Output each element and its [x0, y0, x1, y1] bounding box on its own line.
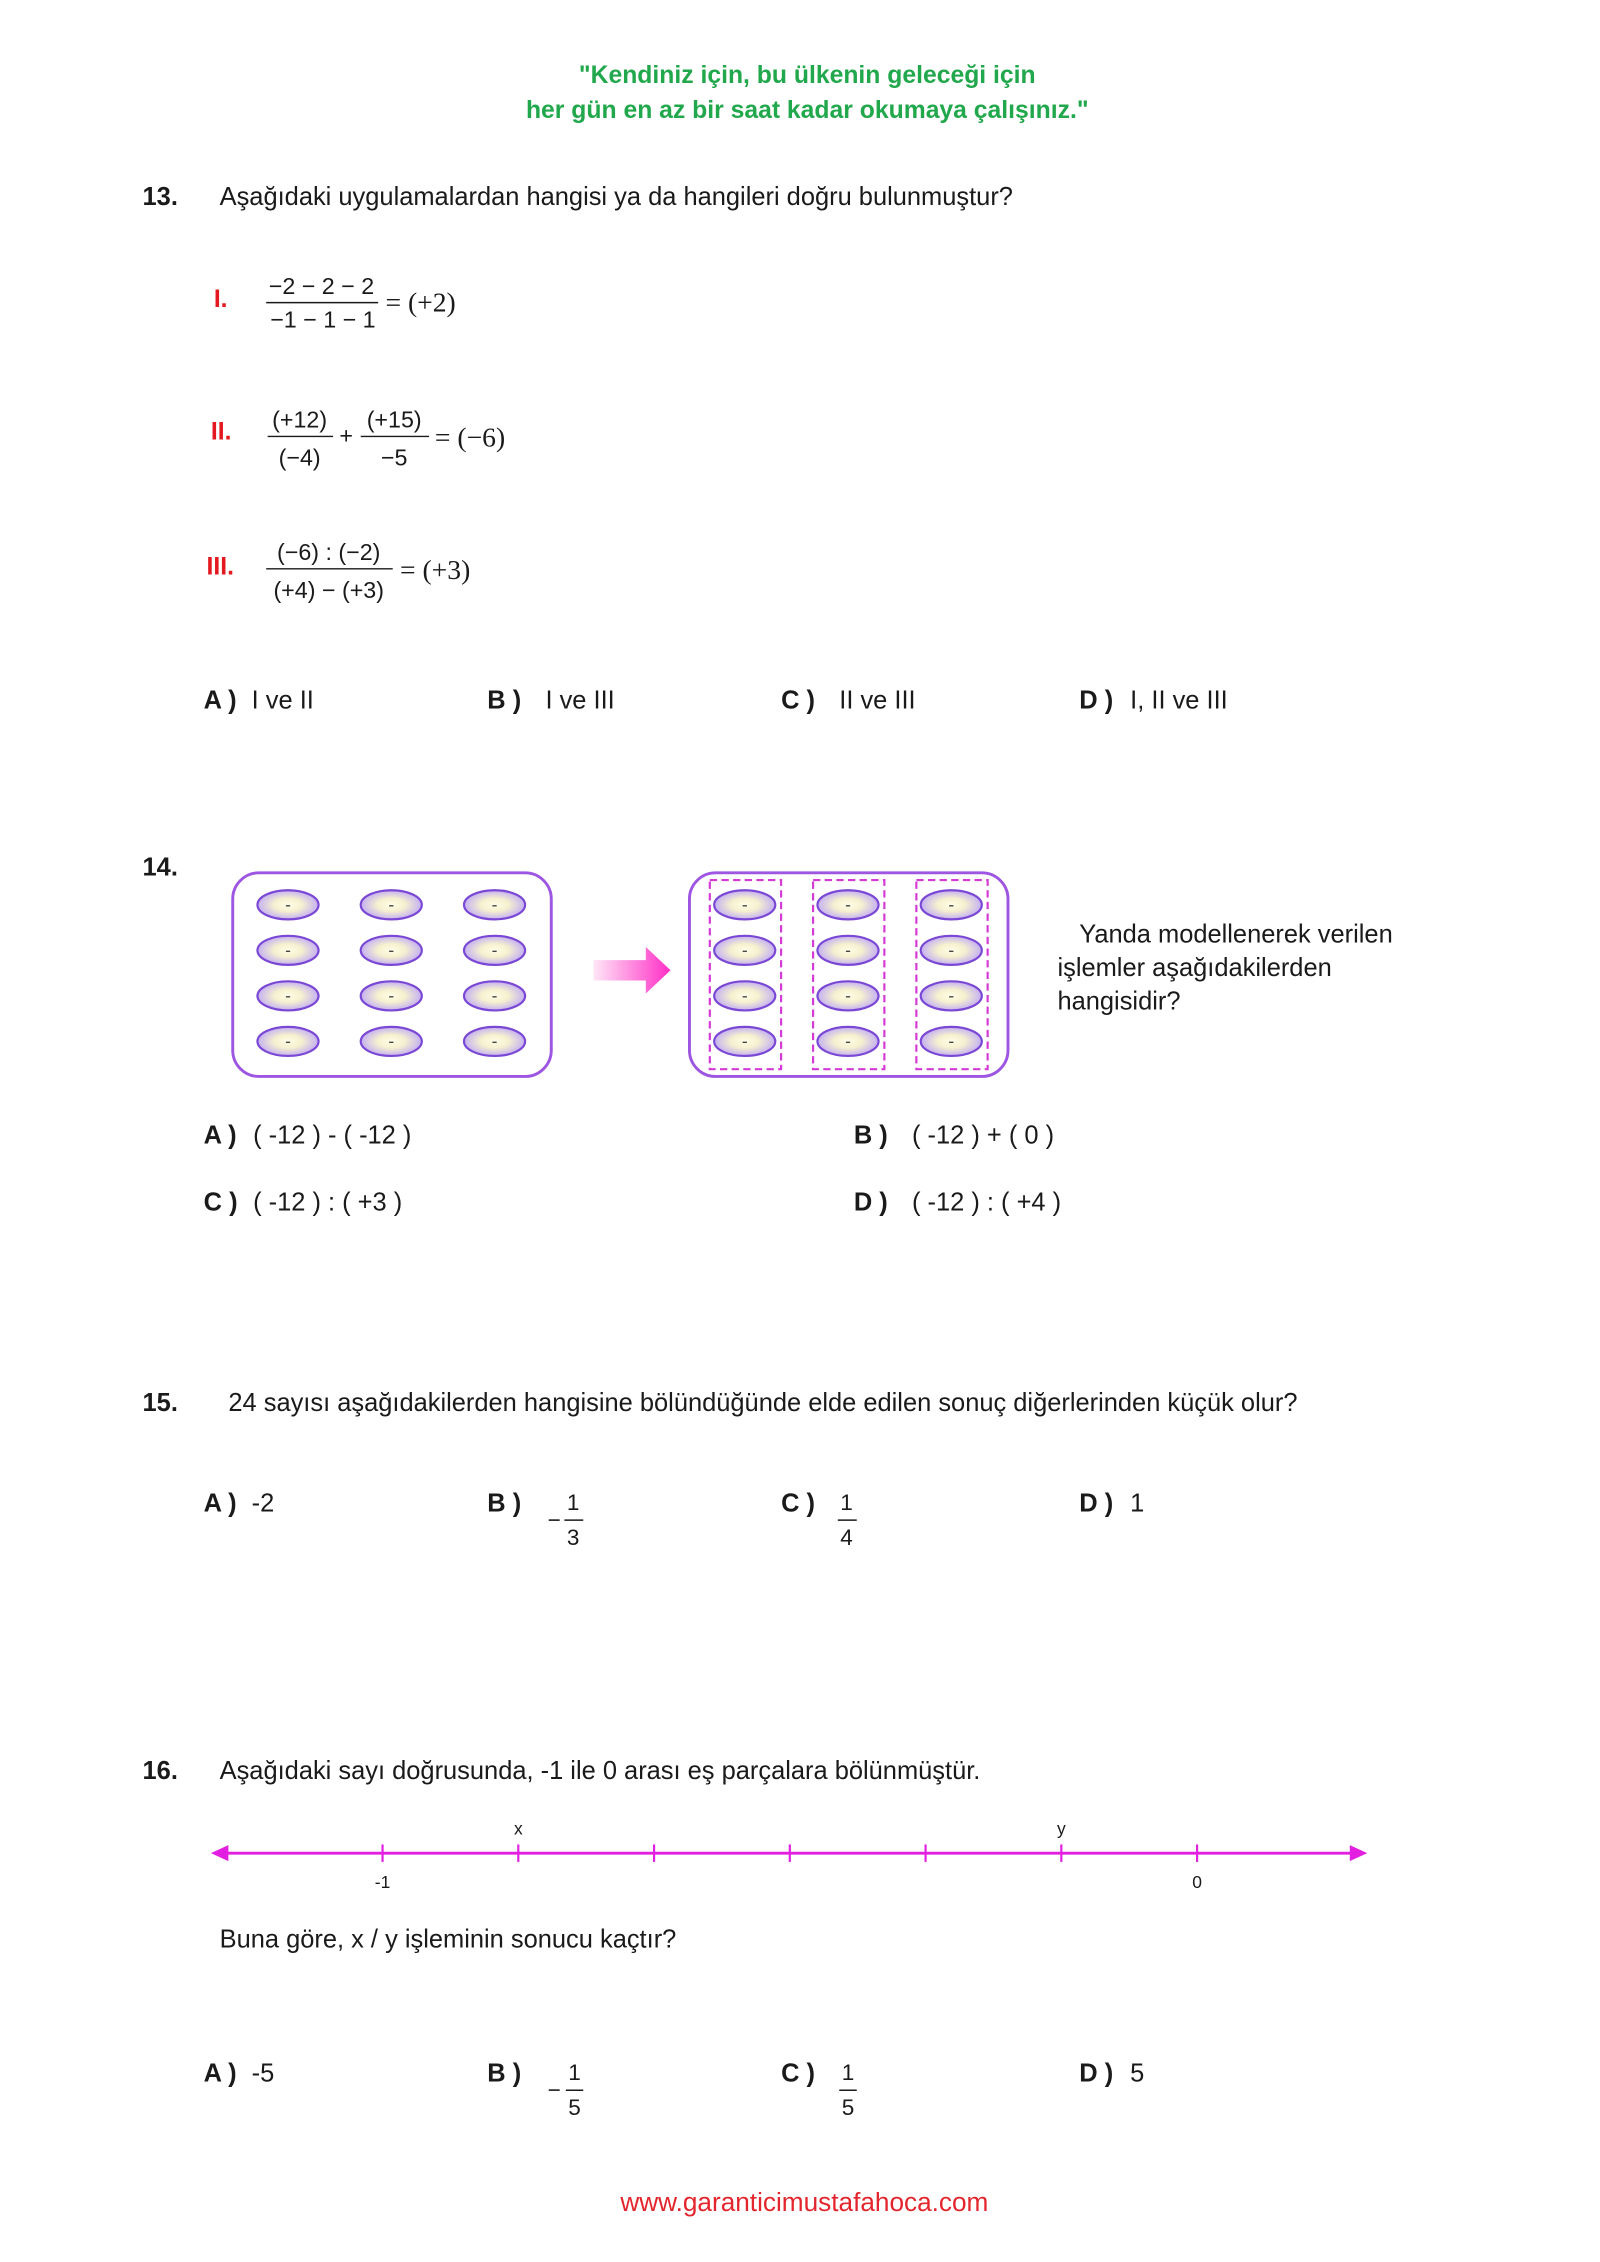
number-line-label-x: x: [513, 1818, 523, 1839]
negative-counter: [361, 1027, 422, 1056]
negative-counter: [921, 1027, 982, 1056]
option-a: [204, 686, 314, 714]
option-label: C ): [781, 1489, 816, 1518]
equation-result: = (+2): [385, 286, 456, 318]
roman-numeral: III.: [206, 553, 235, 581]
motto-line-2: her gün en az bir saat kadar okumaya çalışınız.": [525, 96, 1089, 124]
option-label: D ): [1079, 1489, 1114, 1518]
counter-sign: -: [948, 1031, 955, 1052]
number-line-label-start: -1: [374, 1872, 391, 1893]
option-d: [1079, 2060, 1144, 2088]
option-text: II ve III: [839, 686, 916, 715]
fraction-denominator: 4: [840, 1524, 853, 1550]
footer-website: www.garanticimustafahoca.com: [620, 2187, 989, 2217]
fraction-numerator: (+15): [366, 406, 422, 433]
option-label: A ): [203, 1121, 237, 1150]
counter-sign: -: [741, 940, 748, 961]
option-text: ( -12 ) : ( +4 ): [912, 1188, 1062, 1217]
option-d: [854, 1188, 1061, 1216]
question-text: Aşağıdaki uygulamalardan hangisi ya da hangileri doğru bulunmuştur?: [219, 183, 1013, 212]
fraction-denominator: −1 − 1 − 1: [270, 306, 376, 333]
number-line-label-end: 0: [1192, 1872, 1202, 1893]
negative-counter: [257, 890, 318, 919]
counter-sign: -: [388, 940, 395, 961]
counter-sign: -: [491, 894, 498, 915]
counter-sign: -: [845, 1031, 851, 1052]
question-number: 16.: [142, 1757, 178, 1785]
roman-numeral: II.: [210, 418, 232, 446]
option-label: B ): [487, 2059, 522, 2088]
fraction-denominator: (−4): [278, 444, 321, 471]
counter-model-after: [689, 873, 1008, 1077]
negative-counter: [714, 981, 775, 1010]
motto-line-1: "Kendiniz için, bu ülkenin geleceği için: [578, 62, 1036, 90]
negative-counter: [257, 936, 318, 965]
option-label: A ): [203, 1489, 237, 1518]
option-c: [204, 1188, 403, 1216]
negative-counter: [817, 890, 878, 919]
negative-counter: [464, 981, 525, 1010]
fraction-sign: −: [547, 1507, 561, 1533]
counter-sign: -: [388, 985, 395, 1006]
negative-counter: [361, 890, 422, 919]
option-text: I ve II: [251, 686, 314, 715]
counter-sign: -: [741, 1031, 748, 1052]
option-label: C ): [781, 686, 816, 715]
option-d: [1079, 1489, 1144, 1517]
counter-sign: -: [285, 894, 291, 915]
counter-sign: -: [948, 940, 955, 961]
fraction-numerator: 1: [841, 2060, 855, 2086]
question-text: Aşağıdaki sayı doğrusunda, -1 ile 0 arası eş parçalara bölünmüştür.: [219, 1757, 981, 1785]
negative-counter: [817, 936, 878, 965]
counter-sign: -: [491, 1031, 498, 1052]
fraction-sign: −: [547, 2077, 561, 2103]
fraction-numerator: (+12): [272, 406, 328, 433]
prompt-line: işlemler aşağıdakilerden: [1057, 954, 1332, 983]
negative-counter: [921, 981, 982, 1010]
negative-counter: [921, 936, 982, 965]
fraction-denominator: 5: [568, 2095, 581, 2120]
negative-counter: [464, 1027, 525, 1056]
counter-sign: -: [845, 940, 851, 961]
counter-sign: -: [285, 940, 291, 961]
option-text: 5: [1130, 2059, 1145, 2088]
fraction-denominator: 3: [566, 1524, 580, 1550]
plus-operator: +: [339, 422, 353, 449]
option-text: 1: [1130, 1489, 1145, 1518]
counter-sign: -: [491, 985, 498, 1006]
equation-result: = (−6): [434, 421, 506, 453]
fraction-numerator: 1: [840, 1489, 853, 1515]
option-text: ( -12 ) - ( -12 ): [253, 1121, 412, 1150]
counter-sign: -: [948, 985, 955, 1006]
negative-counter: [464, 936, 525, 965]
option-text: I ve III: [545, 686, 615, 715]
option-text: ( -12 ) : ( +3 ): [253, 1188, 403, 1217]
negative-counter: [361, 936, 422, 965]
option-text: I, II ve III: [1130, 686, 1228, 715]
option-d: [1079, 686, 1227, 714]
option-label: D ): [1079, 686, 1114, 715]
option-label: B ): [487, 1489, 522, 1518]
negative-counter: [257, 981, 318, 1010]
negative-counter: [817, 1027, 878, 1056]
question-number: 13.: [142, 183, 178, 212]
negative-counter: [257, 1027, 318, 1056]
counter-sign: -: [388, 1031, 395, 1052]
option-b: [854, 1121, 1054, 1149]
negative-counter: [361, 981, 422, 1010]
negative-counter: [464, 890, 525, 919]
negative-counter: [817, 981, 878, 1010]
option-text: -5: [251, 2059, 275, 2088]
negative-counter: [921, 890, 982, 919]
prompt-line: Yanda modellenerek verilen: [1079, 920, 1393, 949]
option-label: C ): [203, 1188, 238, 1217]
negative-counter: [714, 1027, 775, 1056]
counter-sign: -: [388, 894, 395, 915]
counter-sign: -: [845, 985, 851, 1006]
counter-sign: -: [285, 1031, 291, 1052]
option-b: [487, 686, 614, 714]
option-label: C ): [781, 2059, 816, 2088]
fraction-denominator: 5: [841, 2095, 855, 2120]
counter-sign: -: [285, 985, 291, 1006]
follow-up-question: Buna göre, x / y işleminin sonucu kaçtır?: [219, 1925, 677, 1954]
fraction-denominator: −5: [380, 444, 408, 471]
counter-sign: -: [741, 985, 748, 1006]
option-label: A ): [203, 2059, 237, 2088]
fraction-denominator: (+4) − (+3): [273, 576, 385, 603]
fraction-numerator: (−6) : (−2): [277, 539, 381, 566]
fraction-numerator: 1: [566, 1489, 580, 1515]
number-line-label-y: y: [1056, 1818, 1066, 1839]
option-label: A ): [203, 686, 237, 715]
negative-counter: [714, 890, 775, 919]
equation-result: = (+3): [400, 554, 471, 586]
counter-model-before: [233, 873, 552, 1077]
counter-sign: -: [741, 894, 748, 915]
question-number: 15.: [142, 1389, 178, 1418]
option-a: [204, 1121, 412, 1149]
question-text: 24 sayısı aşağıdakilerden hangisine bölündüğünde elde edilen sonuç diğerlerinden küçük olur?: [228, 1389, 1298, 1418]
roman-numeral: I.: [213, 286, 228, 313]
counter-sign: -: [491, 940, 498, 961]
fraction-numerator: 1: [568, 2060, 581, 2086]
option-c: [781, 686, 916, 714]
negative-counter: [714, 936, 775, 965]
option-text: ( -12 ) + ( 0 ): [912, 1121, 1055, 1150]
question-number: 14.: [142, 853, 178, 882]
option-label: B ): [853, 1121, 888, 1150]
counter-sign: -: [845, 894, 851, 915]
option-label: D ): [853, 1188, 888, 1217]
prompt-line: hangisidir?: [1057, 987, 1181, 1016]
option-label: D ): [1079, 2059, 1114, 2088]
option-label: B ): [487, 686, 522, 715]
fraction-numerator: −2 − 2 − 2: [268, 272, 375, 299]
option-text: -2: [251, 1489, 275, 1518]
counter-sign: -: [948, 894, 955, 915]
